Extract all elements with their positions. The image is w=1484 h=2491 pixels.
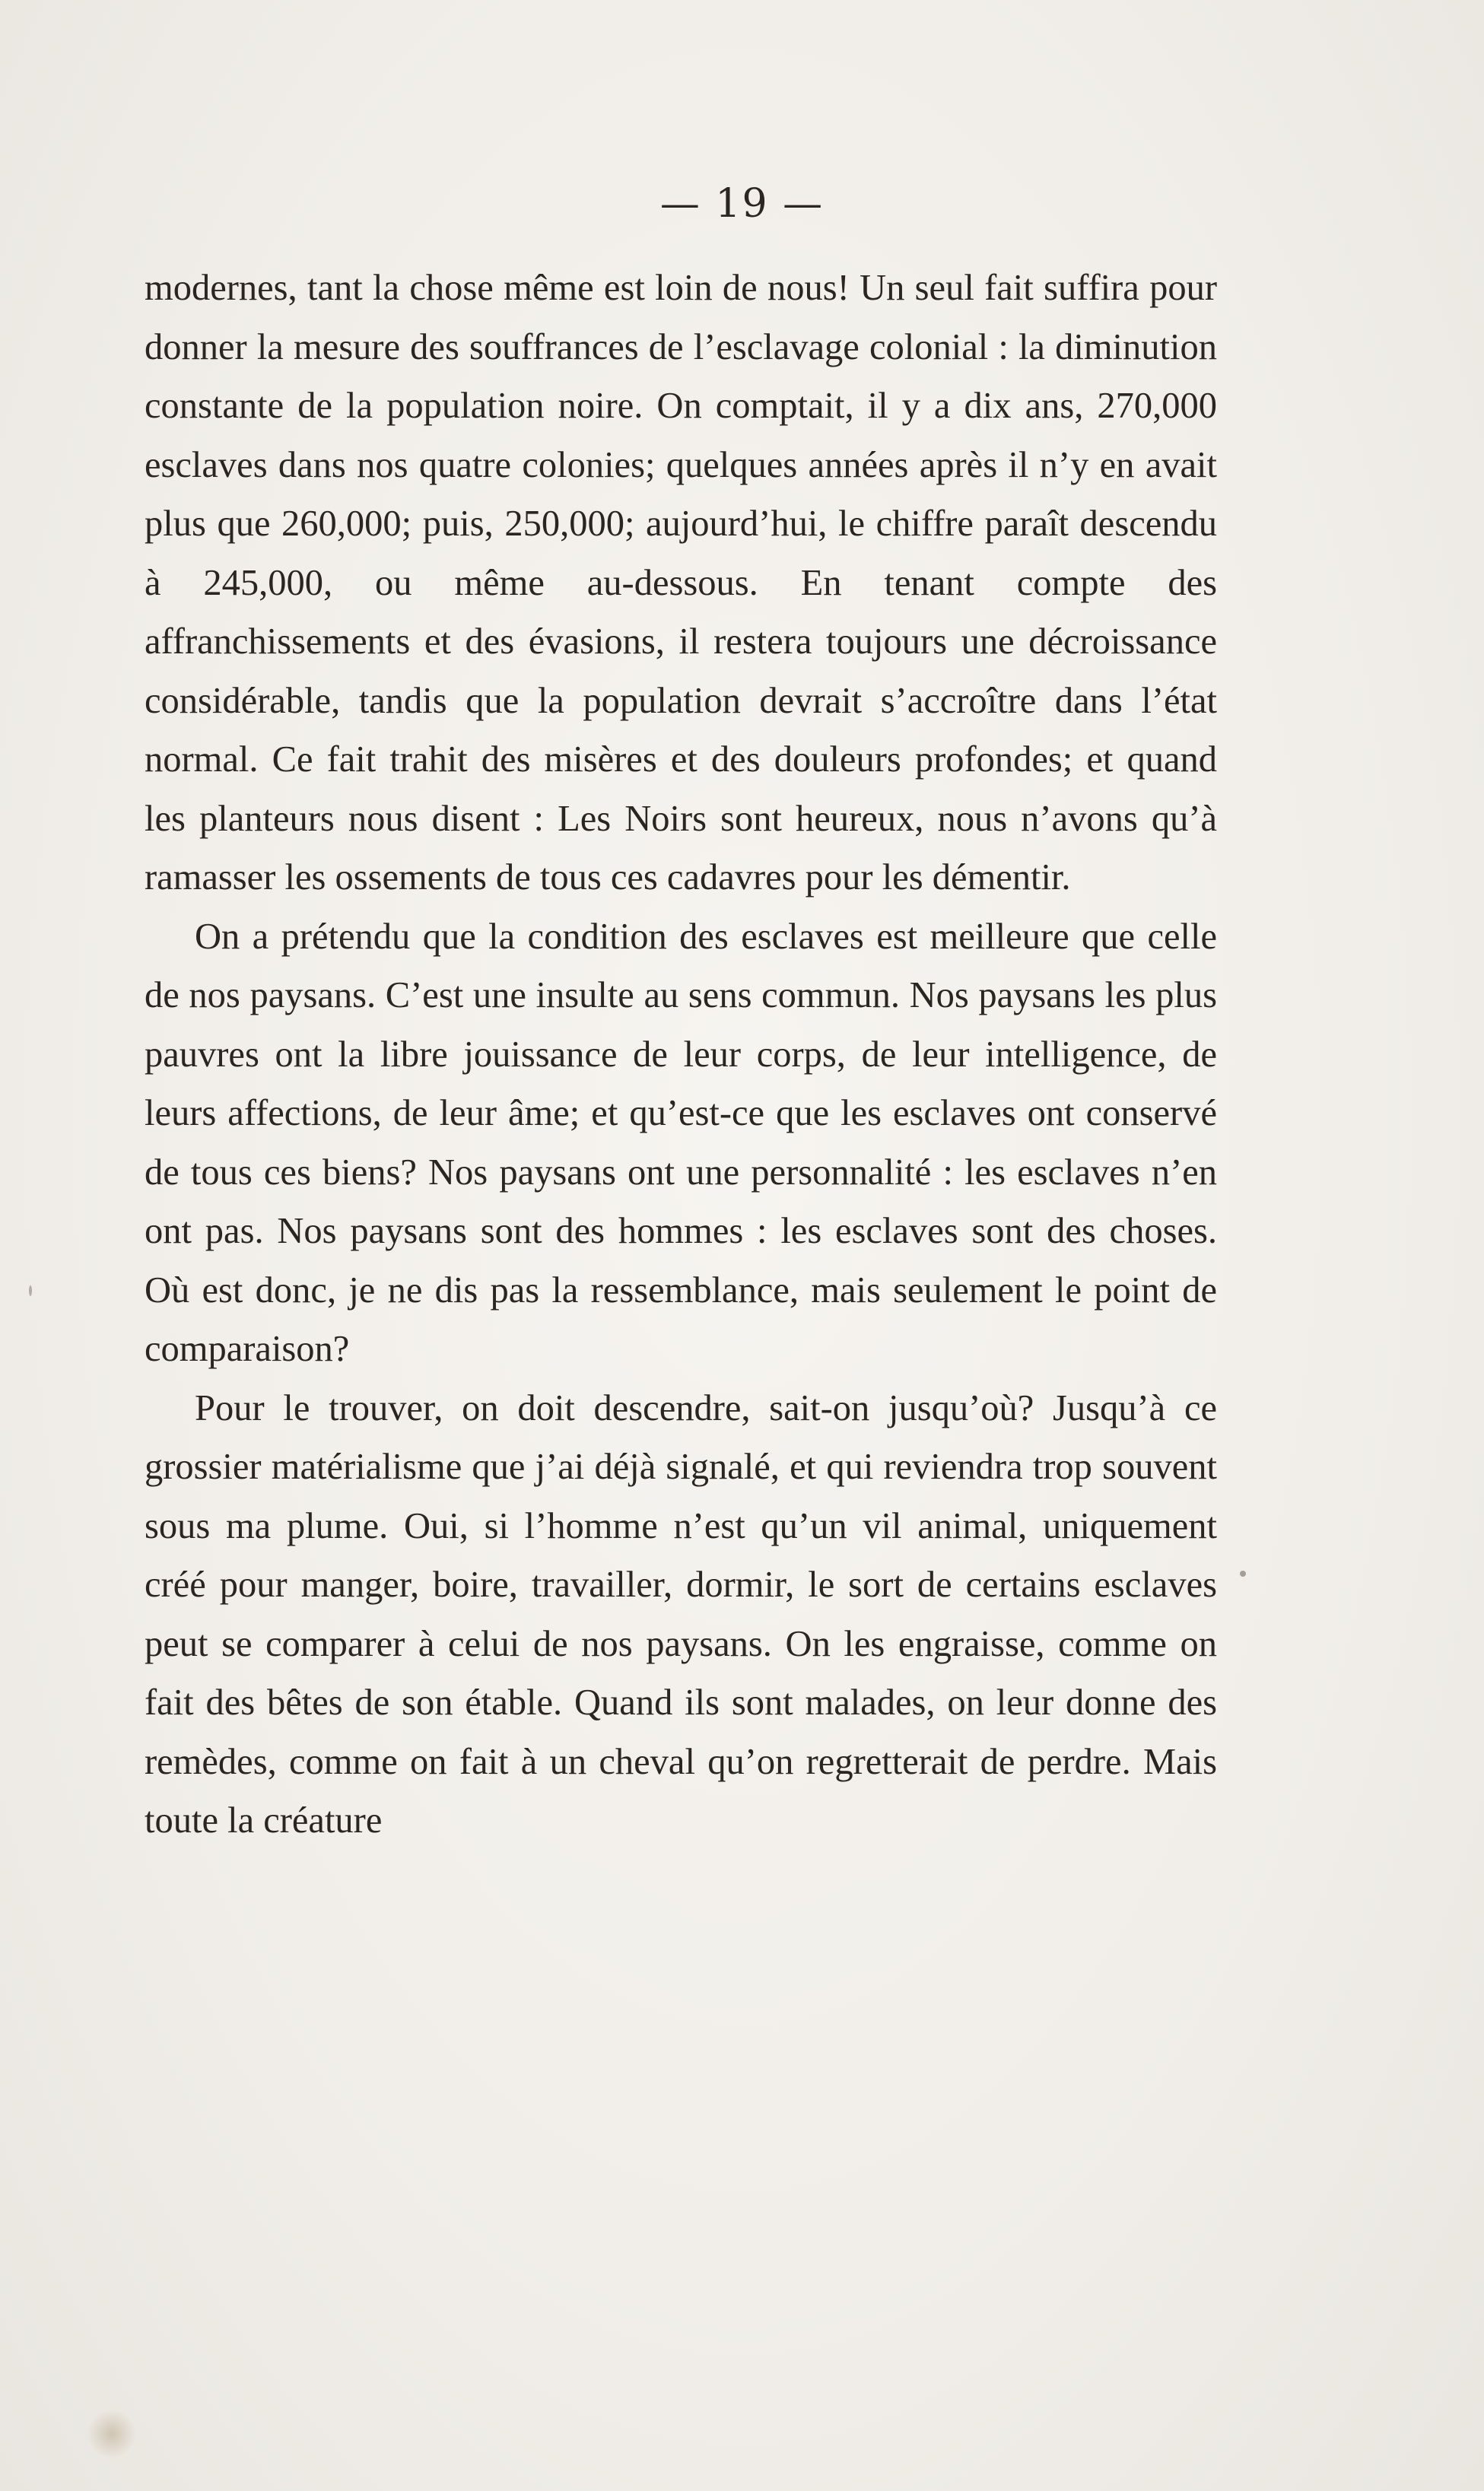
- paragraph-3: Pour le trouver, on doit descendre, sait-on jusqu’où? Jusqu’à ce grossier matérialisme que j’ai déjà signalé, et qui reviendra trop souvent sous ma plume. Oui, si l’homme n’est qu’un vil animal, uniquement créé pour manger, boire, travailler, dormir, le sort de certains esclaves peut se comparer à celui de nos paysans. On les engraisse, comme on fait des bêtes de son étable. Quand ils sont malades, on leur donne des remèdes, comme on fait à un cheval qu’on regretterait de perdre. Mais toute la créature: [145, 1387, 1217, 1841]
- paper-stain: [85, 2411, 138, 2457]
- paragraph-1: modernes, tant la chose même est loin de nous! Un seul fait suffira pour donner la mesure des souffrances de l’esclavage colonial : la diminution constante de la population noire. On comptait, il y a dix ans, 270,000 esclaves dans nos quatre colonies; quelques années après il n’y en avait plus que 260,000; puis, 250,000; aujourd’hui, le chiffre paraît descendu à 245,000, ou même au-dessous. En tenant compte des affranchissements et des évasions, il restera toujours une décroissance considérable, tandis que la population devrait s’accroître dans l’état normal. Ce fait trahit des misères et des douleurs profondes; et quand les planteurs nous disent : Les Noirs sont heureux, nous n’avons qu’à ramasser les ossements de tous ces cadavres pour les démentir.: [145, 268, 1217, 898]
- paper-stain: [29, 1285, 32, 1296]
- page-number: — 19 —: [659, 181, 825, 227]
- paper-stain: [1240, 1571, 1246, 1577]
- body-text: [145, 259, 1217, 1851]
- paragraph-2: On a prétendu que la condition des esclaves est meilleure que celle de nos paysans. C’est une insulte au sens commun. Nos paysans les plus pauvres ont la libre jouissance de leur corps, de leur intelligence, de leurs affections, de leur âme; et qu’est-ce que les esclaves ont conservé de tous ces biens? Nos paysans ont une personnalité : les esclaves n’en ont pas. Nos paysans sont des hommes : les esclaves sont des choses. Où est donc, je ne dis pas la ressemblance, mais seulement le point de comparaison?: [145, 916, 1217, 1369]
